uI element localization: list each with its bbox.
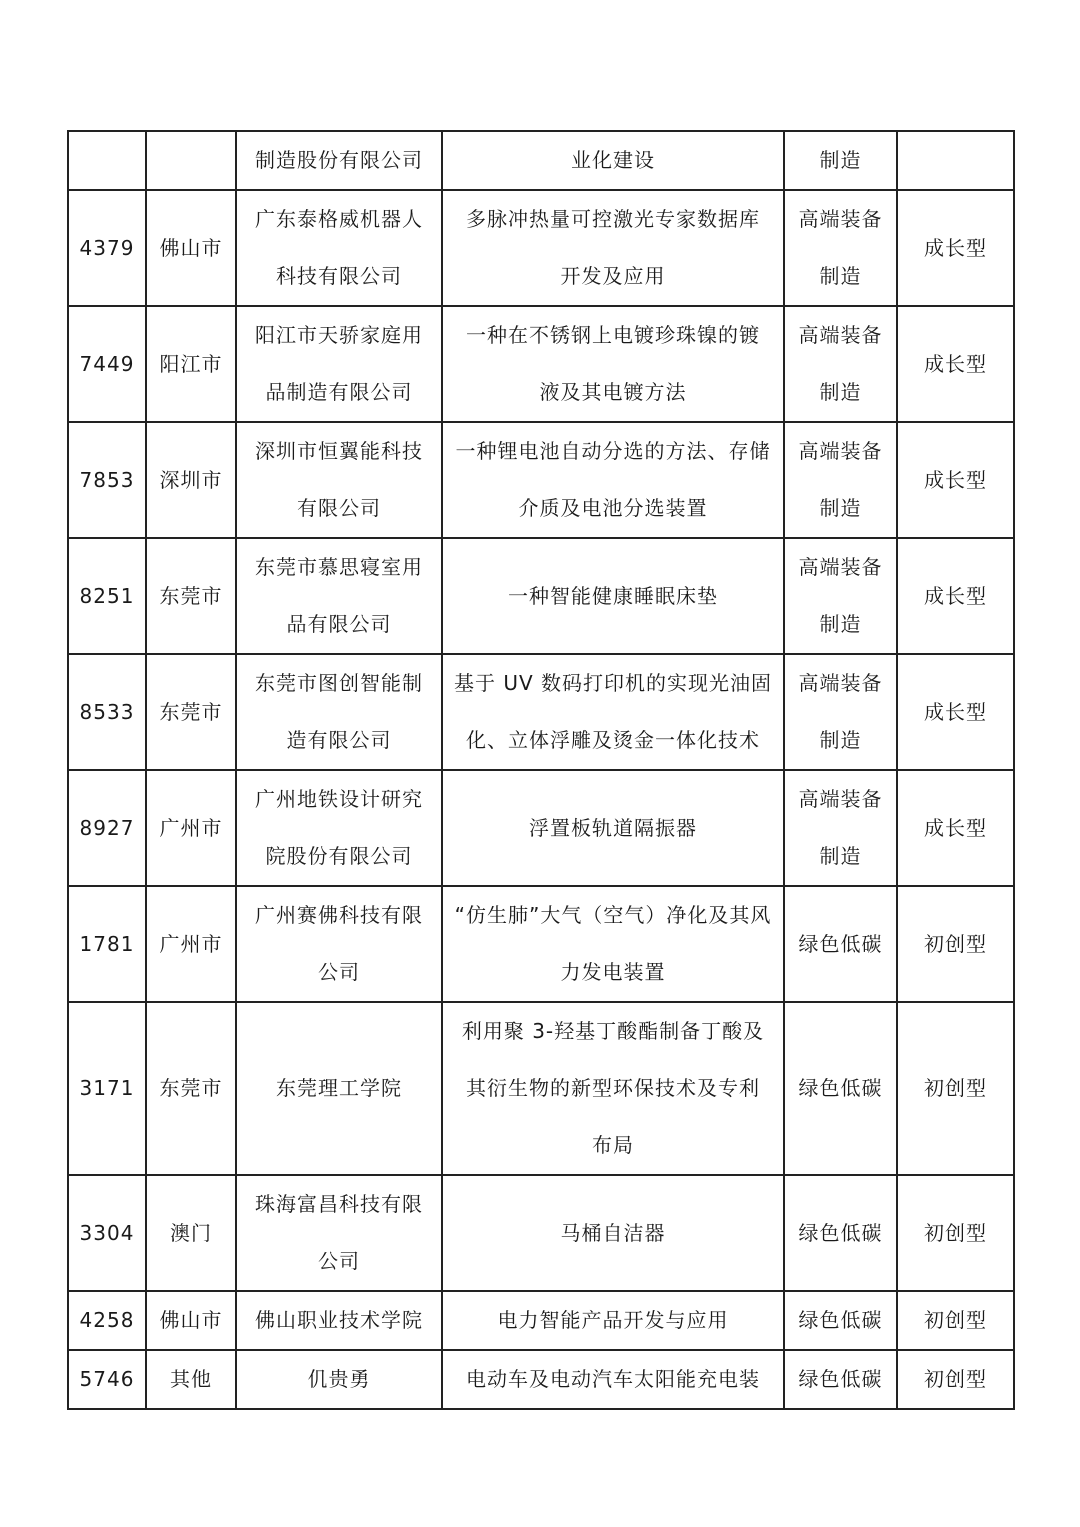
cell-company-line: 有限公司 [297, 496, 381, 520]
cell-company-line: 造有限公司 [286, 728, 392, 752]
cell-company [236, 1350, 442, 1409]
cell-id: 8927 [68, 770, 146, 886]
cell-id: 1781 [68, 886, 146, 1002]
cell-company-line: 深圳市恒翼能科技 [255, 439, 423, 463]
cell-project-line: 其衍生物的新型环保技术及专利 [466, 1076, 760, 1100]
cell-project [442, 1175, 784, 1291]
cell-id: 4258 [68, 1291, 146, 1350]
cell-category [784, 770, 897, 886]
cell-id: 7853 [68, 422, 146, 538]
cell-project-line: 电动车及电动汽车太阳能充电装 [466, 1367, 760, 1391]
cell-project-line: “仿生肺”大气（空气）净化及其风 [454, 903, 772, 927]
cell-type: 成长型 [897, 306, 1014, 422]
cell-company-line: 院股份有限公司 [265, 844, 413, 868]
cell-id: 4379 [68, 190, 146, 306]
cell-company [236, 1175, 442, 1291]
cell-category-line: 绿色低碳 [798, 1076, 883, 1100]
cell-company [236, 131, 442, 190]
cell-company [236, 422, 442, 538]
cell-category-line: 高端装备 [798, 439, 883, 463]
cell-category [784, 1291, 897, 1350]
cell-project-line: 开发及应用 [560, 264, 666, 288]
cell-project-line: 力发电装置 [560, 960, 666, 984]
cell-category-line: 制造 [819, 612, 862, 636]
cell-type: 初创型 [897, 1002, 1014, 1175]
cell-category-line: 高端装备 [798, 207, 883, 231]
cell-company-line: 公司 [318, 1249, 360, 1273]
cell-project [442, 1002, 784, 1175]
cell-category-line: 高端装备 [798, 671, 883, 695]
cell-category-line: 绿色低碳 [798, 1220, 883, 1245]
cell-company-line: 公司 [318, 960, 360, 984]
cell-company [236, 770, 442, 886]
cell-company-line: 制造股份有限公司 [255, 148, 423, 172]
cell-project-line: 利用聚 3-羟基丁酸酯制备丁酸及 [461, 1019, 765, 1043]
cell-id: 3171 [68, 1002, 146, 1175]
cell-type: 成长型 [897, 654, 1014, 770]
cell-category [784, 654, 897, 770]
cell-project-line: 基于 UV 数码打印机的实现光油固 [453, 671, 773, 695]
cell-project-line: 介质及电池分选装置 [518, 496, 708, 520]
cell-category [784, 422, 897, 538]
table-row [68, 190, 1014, 306]
cell-project-line: 马桶自洁器 [560, 1220, 666, 1245]
cell-city: 广州市 [146, 886, 236, 1002]
cell-company-line: 佛山职业技术学院 [255, 1308, 423, 1332]
cell-city: 澳门 [146, 1175, 236, 1291]
cell-company-line: 品制造有限公司 [265, 380, 413, 404]
cell-company [236, 1002, 442, 1175]
table-body [68, 131, 1014, 1409]
cell-city: 阳江市 [146, 306, 236, 422]
cell-category [784, 131, 897, 190]
table-row [68, 886, 1014, 1002]
cell-project-line: 液及其电镀方法 [539, 380, 687, 404]
cell-city: 东莞市 [146, 538, 236, 654]
cell-company-line: 广东泰格威机器人 [255, 207, 423, 231]
cell-city [146, 131, 236, 190]
cell-project [442, 422, 784, 538]
cell-category-line: 制造 [819, 844, 862, 868]
cell-category-line: 制造 [819, 264, 862, 288]
cell-category [784, 306, 897, 422]
cell-project [442, 306, 784, 422]
cell-id: 8533 [68, 654, 146, 770]
cell-category [784, 190, 897, 306]
cell-category-line: 绿色低碳 [798, 1308, 883, 1332]
cell-category-line: 制造 [819, 148, 862, 172]
cell-company [236, 654, 442, 770]
cell-project [442, 190, 784, 306]
table-row [68, 538, 1014, 654]
cell-category-line: 绿色低碳 [798, 931, 883, 956]
cell-company [236, 886, 442, 1002]
cell-company [236, 306, 442, 422]
cell-type: 成长型 [897, 422, 1014, 538]
cell-company-line: 科技有限公司 [276, 264, 402, 288]
table-row [68, 1002, 1014, 1175]
cell-id: 7449 [68, 306, 146, 422]
cell-type [897, 131, 1014, 190]
cell-id [68, 131, 146, 190]
cell-id: 8251 [68, 538, 146, 654]
cell-project [442, 654, 784, 770]
table-row [68, 654, 1014, 770]
cell-project-line: 布局 [592, 1133, 634, 1157]
cell-type: 初创型 [897, 886, 1014, 1002]
cell-company-line: 品有限公司 [286, 612, 392, 636]
cell-category-line: 制造 [819, 496, 862, 520]
cell-project-line: 一种在不锈钢上电镀珍珠镍的镀 [466, 323, 760, 347]
cell-project [442, 1291, 784, 1350]
cell-category [784, 1350, 897, 1409]
cell-city: 东莞市 [146, 654, 236, 770]
table-row [68, 131, 1014, 190]
table-row [68, 422, 1014, 538]
cell-category-line: 绿色低碳 [798, 1367, 883, 1391]
cell-project [442, 886, 784, 1002]
cell-company [236, 190, 442, 306]
cell-type: 成长型 [897, 190, 1014, 306]
cell-type: 初创型 [897, 1175, 1014, 1291]
cell-project-line: 一种智能健康睡眠床垫 [508, 583, 718, 608]
cell-type: 成长型 [897, 538, 1014, 654]
cell-category [784, 538, 897, 654]
cell-category [784, 1002, 897, 1175]
cell-company [236, 1291, 442, 1350]
award-table [67, 130, 1015, 1410]
table-row [68, 1175, 1014, 1291]
table-row [68, 1291, 1014, 1350]
cell-project-line: 电力智能产品开发与应用 [497, 1308, 729, 1332]
cell-city: 东莞市 [146, 1002, 236, 1175]
cell-company-line: 东莞市慕思寝室用 [255, 555, 423, 579]
cell-type: 成长型 [897, 770, 1014, 886]
cell-category-line: 高端装备 [798, 555, 883, 579]
cell-city: 深圳市 [146, 422, 236, 538]
cell-project [442, 538, 784, 654]
cell-category-line: 制造 [819, 380, 862, 404]
cell-project-line: 业化建设 [571, 148, 655, 172]
cell-company-line: 阳江市天骄家庭用 [255, 323, 423, 347]
cell-type: 初创型 [897, 1291, 1014, 1350]
cell-city: 其他 [146, 1350, 236, 1409]
cell-project [442, 770, 784, 886]
cell-company-line: 东莞理工学院 [276, 1076, 402, 1100]
cell-type: 初创型 [897, 1350, 1014, 1409]
cell-company-line: 仉贵勇 [307, 1367, 371, 1391]
cell-project-line: 浮置板轨道隔振器 [529, 815, 697, 840]
cell-company [236, 538, 442, 654]
table-row [68, 1350, 1014, 1409]
cell-company-line: 东莞市图创智能制 [255, 671, 423, 695]
cell-category-line: 高端装备 [798, 787, 883, 811]
cell-company-line: 广州赛佛科技有限 [255, 903, 423, 927]
cell-project [442, 1350, 784, 1409]
cell-id: 5746 [68, 1350, 146, 1409]
cell-city: 佛山市 [146, 190, 236, 306]
table-row [68, 306, 1014, 422]
cell-city: 佛山市 [146, 1291, 236, 1350]
table-row [68, 770, 1014, 886]
cell-project [442, 131, 784, 190]
cell-category [784, 886, 897, 1002]
cell-company-line: 珠海富昌科技有限 [255, 1192, 423, 1216]
cell-project-line: 多脉冲热量可控激光专家数据库 [466, 207, 760, 231]
cell-company-line: 广州地铁设计研究 [255, 787, 423, 811]
cell-category-line: 高端装备 [798, 323, 883, 347]
cell-city: 广州市 [146, 770, 236, 886]
cell-id: 3304 [68, 1175, 146, 1291]
cell-project-line: 化、立体浮雕及烫金一体化技术 [466, 728, 760, 752]
cell-category [784, 1175, 897, 1291]
cell-category-line: 制造 [819, 728, 862, 752]
cell-project-line: 一种锂电池自动分选的方法、存储 [455, 439, 771, 463]
